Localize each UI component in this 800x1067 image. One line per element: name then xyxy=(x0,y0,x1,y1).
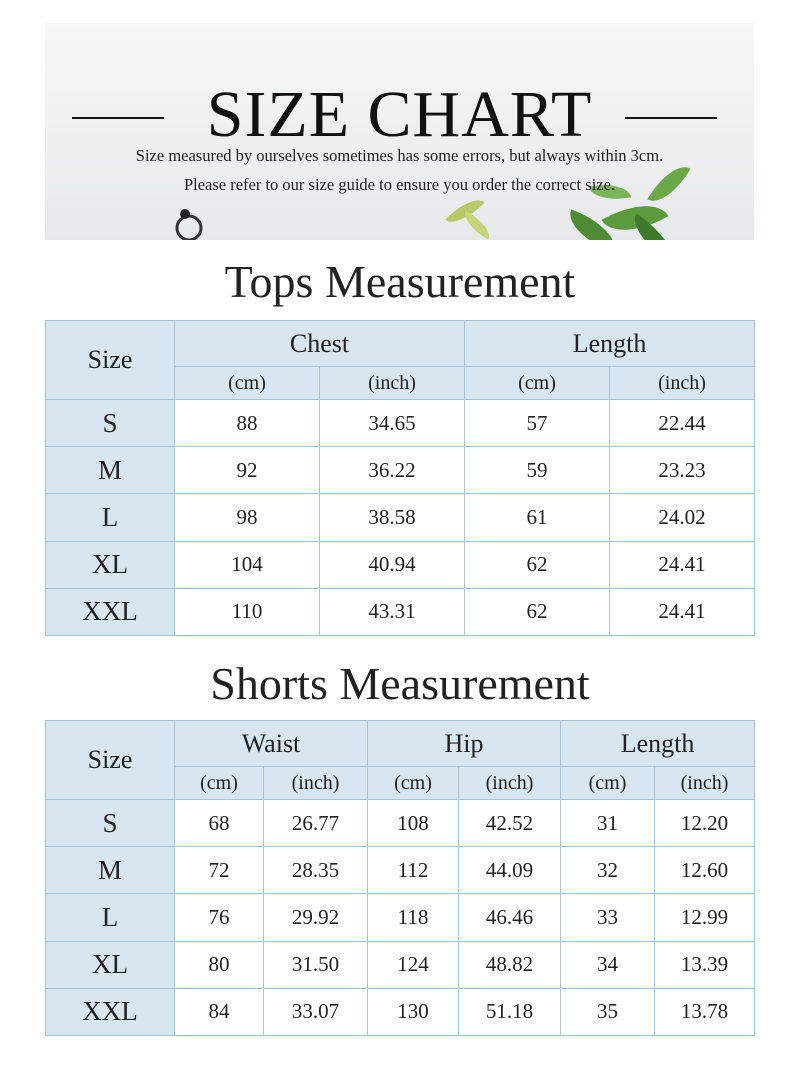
measurement-cell: 34.65 xyxy=(320,400,465,447)
size-column-header: Size xyxy=(46,721,175,800)
measurement-cell: 24.41 xyxy=(610,588,755,635)
table-row xyxy=(46,588,755,635)
measurement-cell: 36.22 xyxy=(320,447,465,494)
size-label-cell: XXL xyxy=(46,588,175,635)
measurement-cell: 72 xyxy=(175,847,264,894)
measurement-cell: 57 xyxy=(465,400,610,447)
measurement-cell: 34 xyxy=(561,941,655,988)
size-label-cell: L xyxy=(46,894,175,941)
table-row xyxy=(46,494,755,541)
measurement-cell: 38.58 xyxy=(320,494,465,541)
table-row xyxy=(46,541,755,588)
waist-group-header: Waist xyxy=(175,721,368,767)
size-chart-banner xyxy=(45,23,754,240)
unit-header: (inch) xyxy=(264,767,368,800)
measurement-cell: 62 xyxy=(465,541,610,588)
length-group-header: Length xyxy=(561,721,755,767)
size-label-cell: XL xyxy=(46,941,175,988)
unit-header: (inch) xyxy=(655,767,755,800)
measurement-cell: 88 xyxy=(175,400,320,447)
table-row xyxy=(46,894,755,941)
measurement-cell: 98 xyxy=(175,494,320,541)
measurement-cell: 42.52 xyxy=(459,800,561,847)
measurement-cell: 43.31 xyxy=(320,588,465,635)
measurement-cell: 29.92 xyxy=(264,894,368,941)
measurement-cell: 22.44 xyxy=(610,400,755,447)
table-row xyxy=(46,800,755,847)
measurement-cell: 110 xyxy=(175,588,320,635)
size-label-cell: S xyxy=(46,800,175,847)
page-title: SIZE CHART xyxy=(206,78,593,151)
measurement-cell: 59 xyxy=(465,447,610,494)
measurement-cell: 24.02 xyxy=(610,494,755,541)
measurement-cell: 51.18 xyxy=(459,988,561,1035)
lamp-decoration-icon xyxy=(173,206,205,240)
measurement-cell: 12.60 xyxy=(655,847,755,894)
hip-group-header: Hip xyxy=(368,721,561,767)
measurement-cell: 12.20 xyxy=(655,800,755,847)
banner-title-row xyxy=(45,75,754,155)
unit-header: (cm) xyxy=(465,367,610,400)
measurement-cell: 130 xyxy=(368,988,459,1035)
tops-table-body xyxy=(46,400,755,636)
size-label-cell: S xyxy=(46,400,175,447)
measurement-cell: 23.23 xyxy=(610,447,755,494)
table-row xyxy=(46,988,755,1035)
measurement-cell: 108 xyxy=(368,800,459,847)
table-header-row xyxy=(46,721,755,767)
table-row xyxy=(46,400,755,447)
measurement-cell: 13.78 xyxy=(655,988,755,1035)
title-rule-right xyxy=(625,117,717,119)
measurement-cell: 104 xyxy=(175,541,320,588)
unit-header: (cm) xyxy=(175,767,264,800)
measurement-cell: 28.35 xyxy=(264,847,368,894)
table-header-row xyxy=(46,321,755,367)
measurement-cell: 62 xyxy=(465,588,610,635)
shorts-section-title: Shorts Measurement xyxy=(210,658,590,709)
size-label-cell: M xyxy=(46,847,175,894)
measurement-cell: 61 xyxy=(465,494,610,541)
measurement-cell: 80 xyxy=(175,941,264,988)
unit-header: (inch) xyxy=(610,367,755,400)
measurement-cell: 118 xyxy=(368,894,459,941)
unit-header: (cm) xyxy=(561,767,655,800)
shorts-size-table xyxy=(45,720,755,1036)
measurement-cell: 31.50 xyxy=(264,941,368,988)
measurement-cell: 12.99 xyxy=(655,894,755,941)
table-row xyxy=(46,447,755,494)
unit-header: (inch) xyxy=(459,767,561,800)
measurement-cell: 24.41 xyxy=(610,541,755,588)
measurement-cell: 32 xyxy=(561,847,655,894)
size-label-cell: L xyxy=(46,494,175,541)
measurement-cell: 13.39 xyxy=(655,941,755,988)
measurement-cell: 124 xyxy=(368,941,459,988)
size-label-cell: M xyxy=(46,447,175,494)
length-group-header: Length xyxy=(465,321,755,367)
banner-note-line1: Size measured by ourselves sometimes has some errors, but always within 3cm. xyxy=(135,146,664,165)
measurement-cell: 84 xyxy=(175,988,264,1035)
measurement-cell: 26.77 xyxy=(264,800,368,847)
measurement-cell: 31 xyxy=(561,800,655,847)
unit-header: (cm) xyxy=(175,367,320,400)
unit-header: (inch) xyxy=(320,367,465,400)
unit-header: (cm) xyxy=(368,767,459,800)
shorts-table-body xyxy=(46,800,755,1036)
measurement-cell: 48.82 xyxy=(459,941,561,988)
table-row xyxy=(46,941,755,988)
size-label-cell: XL xyxy=(46,541,175,588)
banner-note-line2: Please refer to our size guide to ensure you order the correct size. xyxy=(183,175,616,194)
tops-section-title: Tops Measurement xyxy=(224,256,576,307)
measurement-cell: 33 xyxy=(561,894,655,941)
size-label-cell: XXL xyxy=(46,988,175,1035)
measurement-cell: 44.09 xyxy=(459,847,561,894)
chest-group-header: Chest xyxy=(175,321,465,367)
measurement-cell: 92 xyxy=(175,447,320,494)
measurement-cell: 40.94 xyxy=(320,541,465,588)
measurement-cell: 35 xyxy=(561,988,655,1035)
tops-size-table xyxy=(45,320,755,636)
table-row xyxy=(46,847,755,894)
size-column-header: Size xyxy=(46,321,175,400)
measurement-cell: 76 xyxy=(175,894,264,941)
measurement-cell: 112 xyxy=(368,847,459,894)
measurement-cell: 68 xyxy=(175,800,264,847)
measurement-cell: 46.46 xyxy=(459,894,561,941)
measurement-cell: 33.07 xyxy=(264,988,368,1035)
